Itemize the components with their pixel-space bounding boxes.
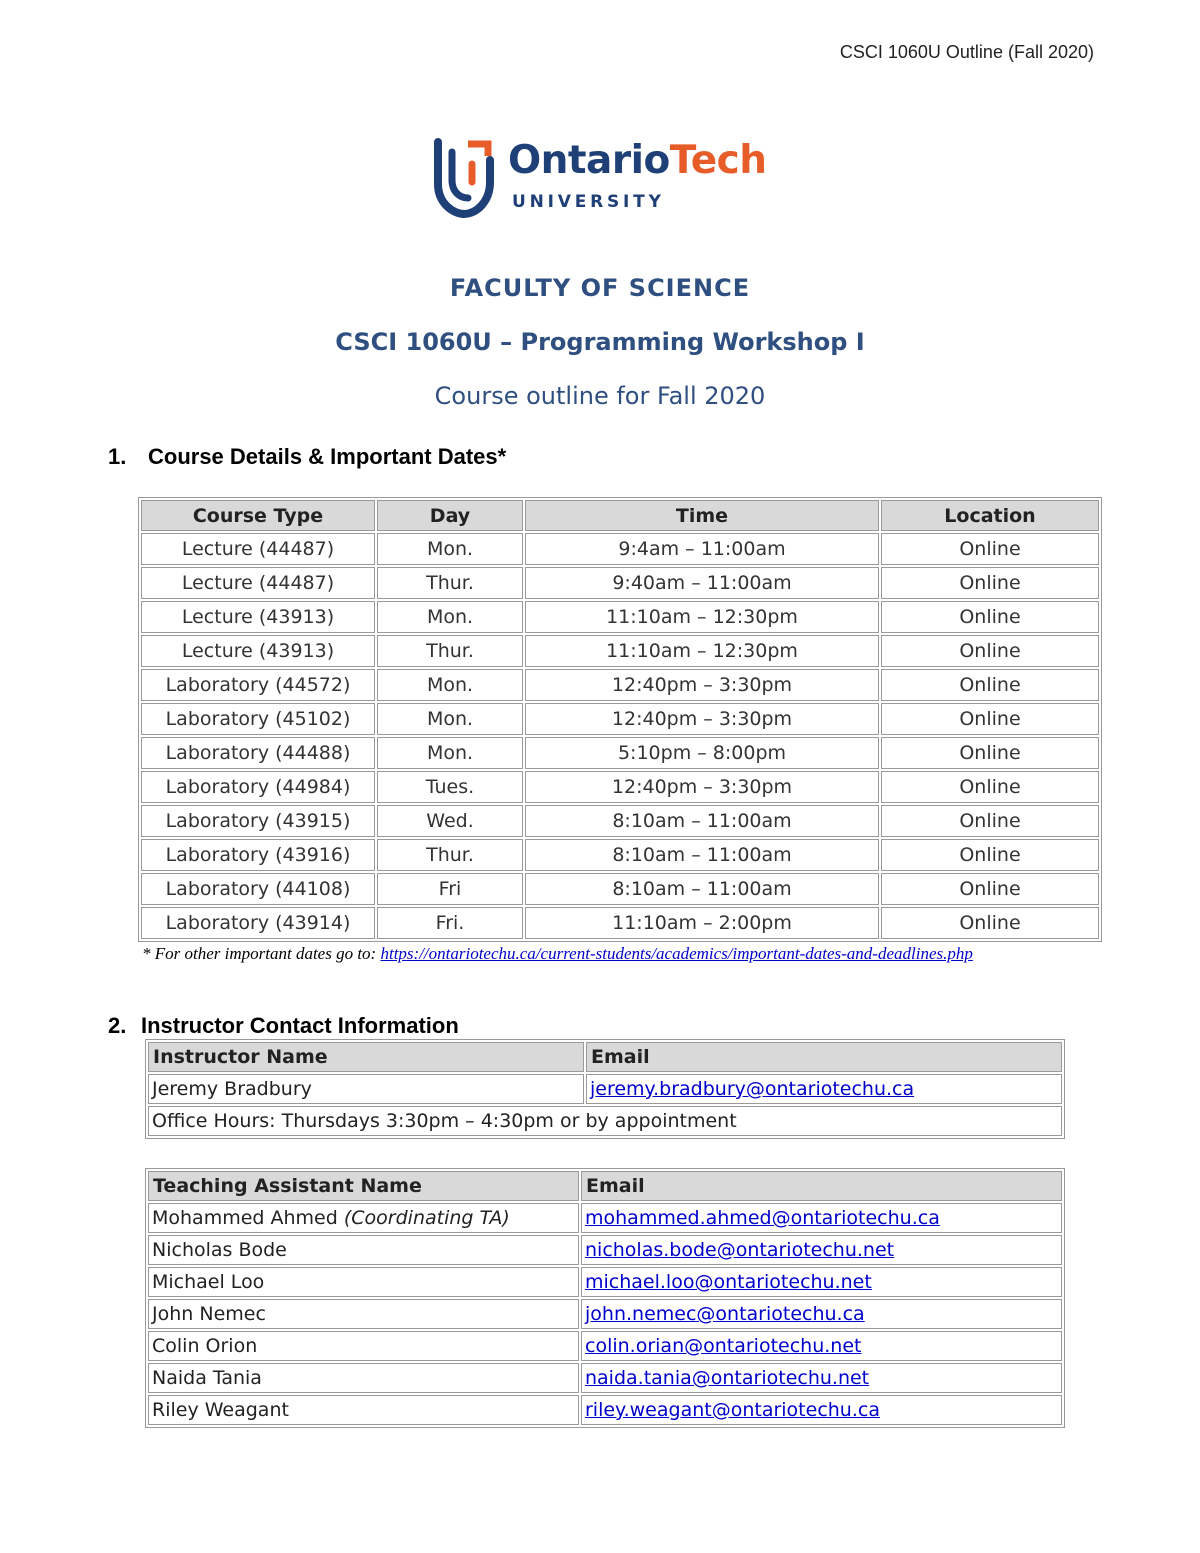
running-header: CSCI 1060U Outline (Fall 2020): [839, 42, 1094, 62]
column-header: Email: [586, 1042, 1062, 1072]
ta-name-cell: [148, 1331, 579, 1361]
ta-email-link[interactable]: michael.loo@ontariotechu.net: [585, 1271, 872, 1293]
table-row: [148, 1395, 1062, 1425]
course-type-cell: Laboratory (44108): [141, 873, 375, 905]
important-dates-link[interactable]: https://ontariotechu.ca/current-students/academics/important-dates-and-deadlines.php: [380, 944, 973, 963]
table-row: [141, 703, 1099, 735]
ta-email-link[interactable]: naida.tania@ontariotechu.net: [585, 1367, 870, 1389]
ta-header-row: [148, 1171, 1062, 1201]
location-cell: Online: [881, 703, 1099, 735]
day-cell: Wed.: [377, 805, 523, 837]
instructor-header-row: [148, 1042, 1062, 1072]
logo-subtitle: UNIVERSITY: [512, 192, 665, 212]
ta-email-link[interactable]: john.nemec@ontariotechu.ca: [585, 1303, 865, 1325]
ta-name: Nicholas Bode: [152, 1239, 287, 1261]
ta-email-link[interactable]: colin.orian@ontariotechu.net: [585, 1335, 862, 1357]
table-row: [141, 771, 1099, 803]
course-type-cell: Laboratory (43914): [141, 907, 375, 939]
day-cell: Tues.: [377, 771, 523, 803]
table-row: [148, 1203, 1062, 1233]
ta-name: John Nemec: [152, 1303, 266, 1325]
ta-email-cell: [581, 1203, 1062, 1233]
logo-word-tech: Tech: [669, 138, 767, 183]
time-cell: 9:4am – 11:00am: [525, 533, 879, 565]
section-2-title: Instructor Contact Information: [141, 1013, 459, 1038]
time-cell: 12:40pm – 3:30pm: [525, 771, 879, 803]
dates-footnote: [142, 942, 1022, 965]
time-cell: 8:10am – 11:00am: [525, 873, 879, 905]
day-cell: Mon.: [377, 737, 523, 769]
day-cell: Mon.: [377, 669, 523, 701]
office-hours: Office Hours: Thursdays 3:30pm – 4:30pm or by appointment: [148, 1106, 1062, 1136]
table-row: [148, 1074, 1062, 1104]
course-type-cell: Lecture (44487): [141, 533, 375, 565]
column-header: Location: [881, 500, 1099, 531]
table-row: [148, 1235, 1062, 1265]
table-row: [141, 567, 1099, 599]
column-header: Course Type: [141, 500, 375, 531]
time-cell: 12:40pm – 3:30pm: [525, 669, 879, 701]
location-cell: Online: [881, 737, 1099, 769]
faculty-title: FACULTY OF SCIENCE: [449, 274, 751, 302]
table-row: [141, 873, 1099, 905]
outline-subtitle: Course outline for Fall 2020: [434, 382, 766, 410]
ta-email-link[interactable]: nicholas.bode@ontariotechu.net: [585, 1239, 895, 1261]
table-row: [141, 907, 1099, 939]
day-cell: Mon.: [377, 601, 523, 633]
course-type-cell: Laboratory (43915): [141, 805, 375, 837]
course-type-cell: Laboratory (44572): [141, 669, 375, 701]
time-cell: 5:10pm – 8:00pm: [525, 737, 879, 769]
location-cell: Online: [881, 567, 1099, 599]
table-row: [141, 737, 1099, 769]
table-row: [148, 1299, 1062, 1329]
time-cell: 12:40pm – 3:30pm: [525, 703, 879, 735]
day-cell: Mon.: [377, 533, 523, 565]
ta-email-cell: [581, 1363, 1062, 1393]
column-header: Time: [525, 500, 879, 531]
column-header: Email: [581, 1171, 1062, 1201]
logo-word-ontario: Ontario: [508, 138, 670, 183]
table-row: [141, 601, 1099, 633]
location-cell: Online: [881, 635, 1099, 667]
ta-email-cell: [581, 1267, 1062, 1297]
ta-email-cell: [581, 1395, 1062, 1425]
footnote-text: * For other important dates go to:: [142, 944, 381, 963]
day-cell: Fri: [377, 873, 523, 905]
ta-name-cell: [148, 1235, 579, 1265]
course-type-cell: Lecture (43913): [141, 635, 375, 667]
course-type-cell: Lecture (44487): [141, 567, 375, 599]
instructor-email-link[interactable]: jeremy.bradbury@ontariotechu.ca: [590, 1078, 915, 1100]
shield-logo-icon: [432, 138, 496, 218]
table-row: [141, 669, 1099, 701]
column-header: Instructor Name: [148, 1042, 584, 1072]
location-cell: Online: [881, 669, 1099, 701]
instructor-table: [145, 1039, 1065, 1139]
title-block: [0, 268, 1200, 416]
table-row: [141, 533, 1099, 565]
table-row: [148, 1267, 1062, 1297]
day-cell: Thur.: [377, 635, 523, 667]
section-2-heading: [108, 1013, 459, 1039]
ta-email-link[interactable]: riley.weagant@ontariotechu.ca: [585, 1399, 880, 1421]
course-type-cell: Laboratory (44488): [141, 737, 375, 769]
ta-name: Naida Tania: [152, 1367, 262, 1389]
instructor-name: Jeremy Bradbury: [148, 1074, 584, 1104]
location-cell: Online: [881, 839, 1099, 871]
location-cell: Online: [881, 771, 1099, 803]
section-2-number: 2.: [108, 1013, 127, 1038]
course-type-cell: Laboratory (45102): [141, 703, 375, 735]
table-row: [141, 805, 1099, 837]
location-cell: Online: [881, 907, 1099, 939]
ta-email-cell: [581, 1299, 1062, 1329]
ta-name-cell: [148, 1299, 579, 1329]
table-row: [148, 1363, 1062, 1393]
ta-role: (Coordinating TA): [343, 1207, 510, 1229]
time-cell: 11:10am – 12:30pm: [525, 601, 879, 633]
section-1-heading: [108, 444, 506, 470]
logo-wordmark: [508, 138, 767, 183]
ta-table: [145, 1168, 1065, 1428]
table-row: [141, 839, 1099, 871]
day-cell: Thur.: [377, 839, 523, 871]
day-cell: Fri.: [377, 907, 523, 939]
ta-name: Michael Loo: [152, 1271, 265, 1293]
ta-name-cell: [148, 1363, 579, 1393]
location-cell: Online: [881, 805, 1099, 837]
course-type-cell: Lecture (43913): [141, 601, 375, 633]
ta-name-cell: [148, 1203, 579, 1233]
course-type-cell: Laboratory (44984): [141, 771, 375, 803]
ta-name-cell: [148, 1395, 579, 1425]
time-cell: 11:10am – 2:00pm: [525, 907, 879, 939]
instructor-email-cell: [586, 1074, 1062, 1104]
table-row: [141, 635, 1099, 667]
ta-name: Riley Weagant: [152, 1399, 289, 1421]
table-row: [148, 1106, 1062, 1136]
course-type-cell: Laboratory (43916): [141, 839, 375, 871]
time-cell: 11:10am – 12:30pm: [525, 635, 879, 667]
section-1-title: Course Details & Important Dates*: [148, 444, 507, 469]
ta-name: Mohammed Ahmed: [152, 1207, 338, 1229]
ta-email-link[interactable]: mohammed.ahmed@ontariotechu.ca: [585, 1207, 940, 1229]
schedule-table: [138, 497, 1102, 942]
section-1-number: 1.: [108, 444, 127, 469]
column-header: Day: [377, 500, 523, 531]
course-title: CSCI 1060U – Programming Workshop I: [335, 328, 865, 356]
time-cell: 9:40am – 11:00am: [525, 567, 879, 599]
day-cell: Mon.: [377, 703, 523, 735]
location-cell: Online: [881, 873, 1099, 905]
column-header: Teaching Assistant Name: [148, 1171, 579, 1201]
ta-email-cell: [581, 1331, 1062, 1361]
time-cell: 8:10am – 11:00am: [525, 839, 879, 871]
university-logo: [432, 134, 772, 218]
day-cell: Thur.: [377, 567, 523, 599]
table-row: [148, 1331, 1062, 1361]
location-cell: Online: [881, 533, 1099, 565]
ta-name-cell: [148, 1267, 579, 1297]
time-cell: 8:10am – 11:00am: [525, 805, 879, 837]
ta-email-cell: [581, 1235, 1062, 1265]
location-cell: Online: [881, 601, 1099, 633]
ta-name: Colin Orion: [152, 1335, 258, 1357]
schedule-header-row: [141, 500, 1099, 531]
